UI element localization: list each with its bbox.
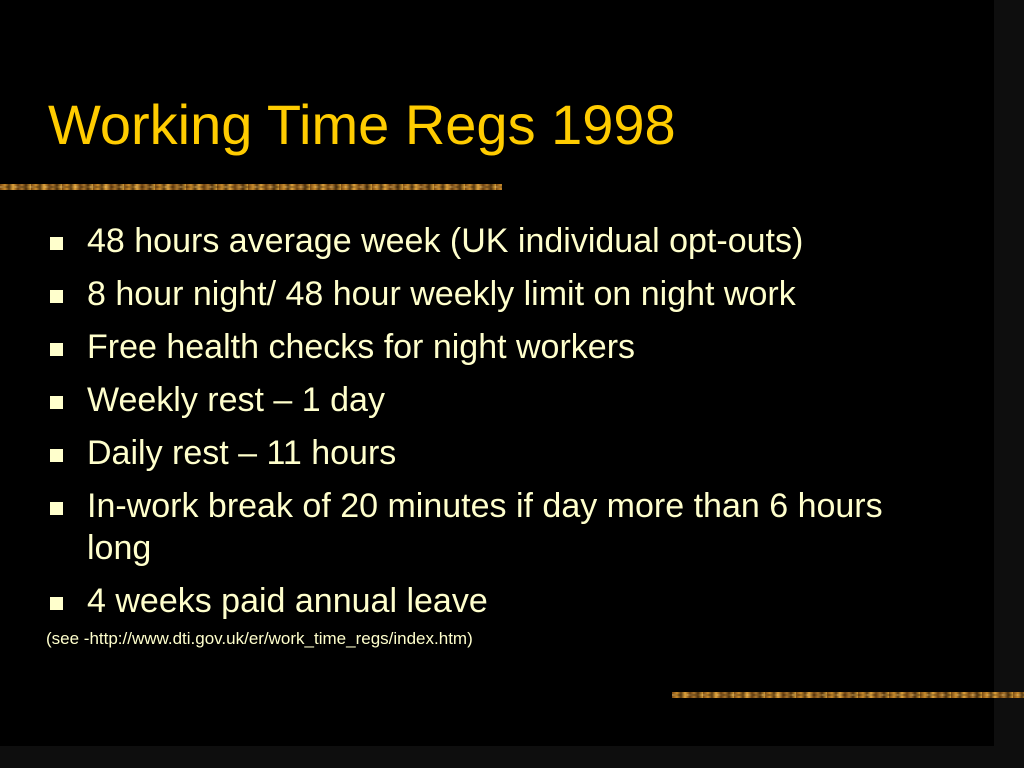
bullet-item xyxy=(44,580,944,622)
bullet-text: 8 hour night/ 48 hour weekly limit on night work xyxy=(87,275,796,313)
bullet-item xyxy=(44,326,944,368)
footer-divider-rule xyxy=(672,692,1024,698)
square-bullet-icon xyxy=(50,343,63,356)
square-bullet-icon xyxy=(50,396,63,409)
bullet-text: Free health checks for night workers xyxy=(87,328,636,366)
slide-bottom-border xyxy=(0,746,1024,768)
bullet-item xyxy=(44,379,944,421)
square-bullet-icon xyxy=(50,237,63,250)
slide-title: Working Time Regs 1998 xyxy=(48,93,676,156)
bullet-item xyxy=(44,273,944,315)
title-divider-rule xyxy=(0,184,502,190)
bullet-item xyxy=(44,220,944,262)
square-bullet-icon xyxy=(50,597,63,610)
bullet-text: In-work break of 20 minutes if day more than 6 hours long xyxy=(87,487,883,567)
bullet-text: Weekly rest – 1 day xyxy=(87,381,385,419)
square-bullet-icon xyxy=(50,502,63,515)
square-bullet-icon xyxy=(50,449,63,462)
slide-right-border xyxy=(994,0,1024,768)
bullet-item xyxy=(44,485,944,569)
bullet-text: 4 weeks paid annual leave xyxy=(87,582,488,620)
bullet-list xyxy=(44,220,944,633)
source-note: (see -http://www.dti.gov.uk/er/work_time_regs/index.htm) xyxy=(46,629,473,648)
bullet-text: Daily rest – 11 hours xyxy=(87,434,397,472)
bullet-item xyxy=(44,432,944,474)
bullet-text: 48 hours average week (UK individual opt-outs) xyxy=(87,222,804,260)
square-bullet-icon xyxy=(50,290,63,303)
